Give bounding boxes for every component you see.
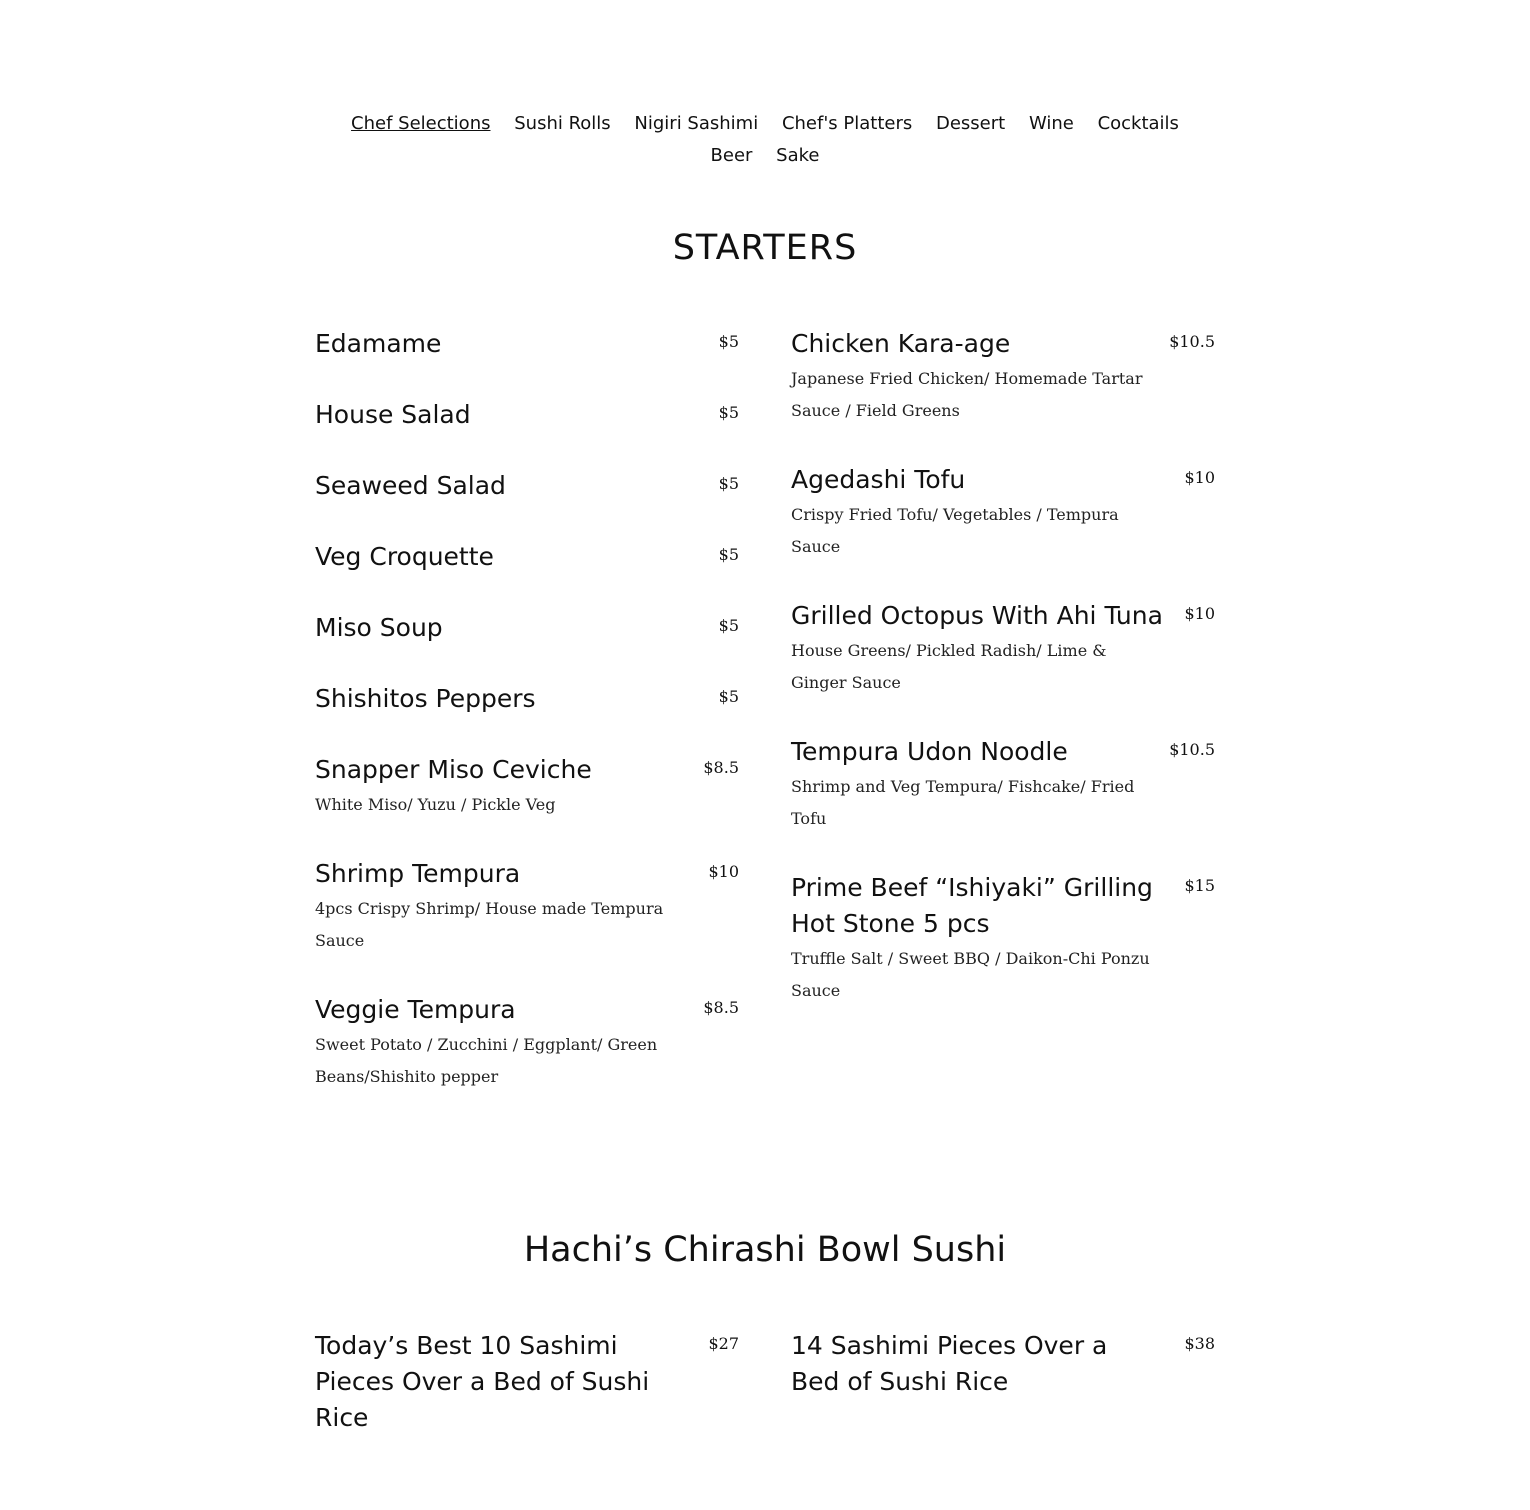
menu-item	[315, 326, 739, 362]
starters-right-column	[791, 326, 1215, 1042]
menu-item-name: House Salad	[315, 400, 471, 429]
menu-item-price: $10.5	[1169, 332, 1215, 351]
menu-item	[315, 610, 739, 646]
menu-item	[315, 992, 739, 1093]
section-title-chirashi: Hachi’s Chirashi Bowl Sushi	[523, 1230, 1007, 1270]
menu-item-description: Japanese Fried Chicken/ Homemade Tartar Sauce / Field Greens	[791, 369, 1143, 420]
menu-item-name: 14 Sashimi Pieces Over a Bed of Sushi Rice	[791, 1331, 1108, 1396]
menu-item-name: Miso Soup	[315, 613, 443, 642]
nav-link-beer[interactable]: Beer	[710, 145, 753, 166]
menu-item-body	[315, 397, 687, 433]
menu-item-description: Crispy Fried Tofu/ Vegetables / Tempura Sauce	[791, 505, 1119, 556]
menu-item-price: $27	[708, 1334, 739, 1353]
nav-link-chefs-platters[interactable]: Chef's Platters	[781, 113, 913, 134]
menu-item	[791, 1328, 1215, 1400]
menu-item-body	[791, 870, 1163, 1007]
menu-item-name: Grilled Octopus With Ahi Tuna	[791, 601, 1163, 630]
menu-item-body	[791, 734, 1163, 835]
menu-item-name: Edamame	[315, 329, 442, 358]
nav-link-sake[interactable]: Sake	[776, 145, 820, 166]
menu-item	[315, 539, 739, 575]
menu-item-price: $5	[718, 474, 739, 493]
nav-link-nigiri-sashimi[interactable]: Nigiri Sashimi	[634, 113, 759, 134]
menu-item	[315, 856, 739, 957]
nav-link-sushi-rolls[interactable]: Sushi Rolls	[514, 113, 611, 134]
starters-left-column	[315, 326, 739, 1128]
menu-item	[791, 598, 1215, 699]
chirashi-right-column	[791, 1328, 1215, 1435]
menu-item-description: White Miso/ Yuzu / Pickle Veg	[315, 795, 556, 814]
menu-item-price: $38	[1184, 1334, 1215, 1353]
menu-item-price: $5	[718, 545, 739, 564]
menu-item-description: 4pcs Crispy Shrimp/ House made Tempura Sauce	[315, 899, 664, 950]
menu-item-name: Shrimp Tempura	[315, 859, 521, 888]
chirashi-left-column	[315, 1328, 739, 1471]
menu-item	[315, 752, 739, 821]
menu-item-name: Today’s Best 10 Sashimi Pieces Over a Bed of Sushi Rice	[315, 1331, 650, 1432]
menu-item-body	[315, 326, 687, 362]
menu-item-body	[315, 539, 687, 575]
menu-item-price: $5	[718, 332, 739, 351]
menu-item-price: $10	[1184, 468, 1215, 487]
menu-item-description: Truffle Salt / Sweet BBQ / Daikon-Chi Ponzu Sauce	[791, 949, 1150, 1000]
menu-item-price: $10.5	[1169, 740, 1215, 759]
menu-item-name: Snapper Miso Ceviche	[315, 755, 592, 784]
menu-item	[791, 870, 1215, 1007]
menu-item-price: $5	[718, 403, 739, 422]
menu-item	[315, 681, 739, 717]
menu-item-price: $15	[1184, 876, 1215, 895]
menu-item-price: $8.5	[703, 758, 739, 777]
menu-item-body	[315, 992, 687, 1093]
menu-item-body	[315, 681, 687, 717]
menu-item-body	[315, 752, 687, 821]
menu-item-description: Sweet Potato / Zucchini / Eggplant/ Green Beans/Shishito pepper	[315, 1035, 658, 1086]
nav-link-chef-selections[interactable]: Chef Selections	[351, 113, 491, 134]
menu-item-name: Prime Beef “Ishiyaki” Grilling Hot Stone 5 pcs	[791, 873, 1153, 938]
menu-item-body	[791, 326, 1163, 427]
menu-item-body	[315, 1328, 687, 1436]
menu-item	[791, 326, 1215, 427]
menu-item	[791, 462, 1215, 563]
menu-item-name: Veggie Tempura	[315, 995, 516, 1024]
menu-item-price: $5	[718, 616, 739, 635]
menu-item-price: $10	[708, 862, 739, 881]
menu-item-name: Shishitos Peppers	[315, 684, 536, 713]
menu-item-body	[791, 462, 1163, 563]
menu-item-body	[315, 610, 687, 646]
menu-item-name: Chicken Kara-age	[791, 329, 1011, 358]
menu-item	[315, 397, 739, 433]
nav-link-wine[interactable]: Wine	[1028, 113, 1074, 134]
menu-item-name: Seaweed Salad	[315, 471, 506, 500]
menu-item-body	[791, 598, 1163, 699]
menu-item-description: Shrimp and Veg Tempura/ Fishcake/ Fried Tofu	[791, 777, 1135, 828]
menu-item-description: House Greens/ Pickled Radish/ Lime & Ginger Sauce	[791, 641, 1107, 692]
menu-item-name: Tempura Udon Noodle	[791, 737, 1068, 766]
menu-category-nav	[315, 108, 1215, 172]
menu-item-price: $10	[1184, 604, 1215, 623]
menu-item-price: $5	[718, 687, 739, 706]
menu-item-name: Agedashi Tofu	[791, 465, 966, 494]
menu-item	[315, 1328, 739, 1436]
menu-item-body	[315, 468, 687, 504]
menu-item-price: $8.5	[703, 998, 739, 1017]
menu-item-name: Veg Croquette	[315, 542, 494, 571]
menu-item	[315, 468, 739, 504]
nav-link-dessert[interactable]: Dessert	[935, 113, 1006, 134]
menu-item-body	[315, 856, 687, 957]
menu-item-body	[791, 1328, 1163, 1400]
section-title-starters: STARTERS	[672, 228, 858, 268]
nav-link-cocktails[interactable]: Cocktails	[1097, 113, 1179, 134]
menu-item	[791, 734, 1215, 835]
